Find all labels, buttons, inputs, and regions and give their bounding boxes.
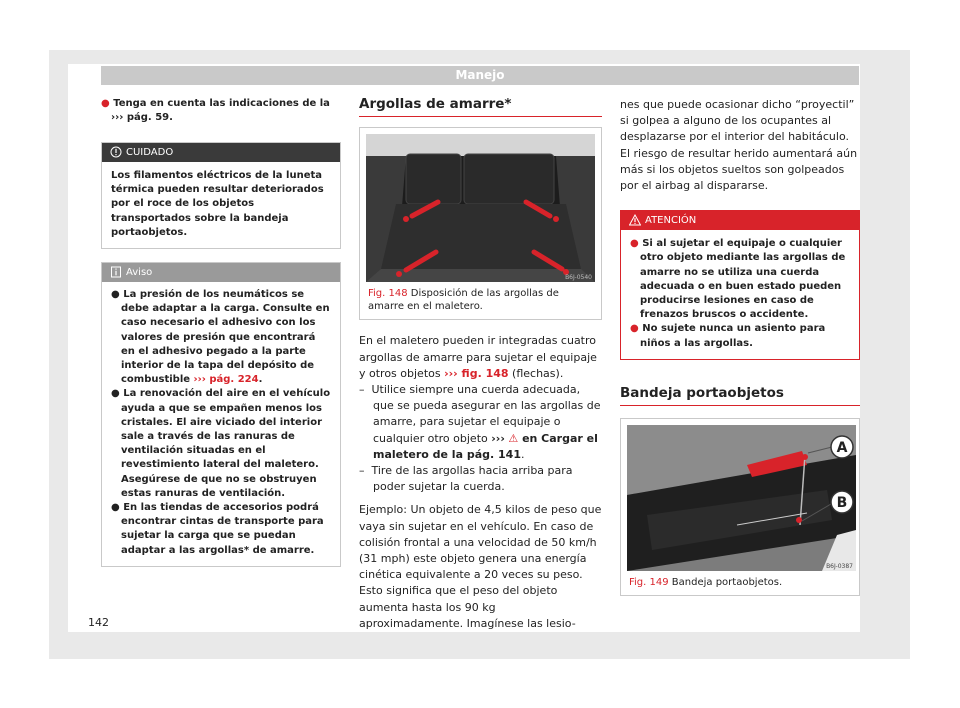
aviso-item-text: La presión de los neumáticos se debe adaptar a la carga. Consulte en caso necesario el adhesivo con los valores de presión que encontrará en el adhesivo pegado a la parte interior de la tapa del depósito de combustible (121, 289, 330, 386)
aviso-body (102, 282, 340, 566)
note-bullet (101, 97, 341, 125)
intro-paragraph (359, 333, 602, 382)
aviso-item (111, 501, 332, 558)
section-heading-argollas: Argollas de amarre* (359, 97, 602, 117)
info-circle-icon (110, 146, 122, 158)
section-heading-bandeja: Bandeja portaobjetos (620, 386, 860, 406)
warning-triangle-icon: ⚠ (508, 431, 519, 445)
figure-label: Fig. 149 (629, 577, 669, 589)
continued-paragraph: nes que puede ocasionar dicho “proyectil” si golpea a alguno de los ocupantes al desplazarse por el interior del habitáculo. El riesgo de resultar herido aumentará aún más si los objetos sueltos son golpeados por el airbag al dispararse. (620, 98, 858, 193)
step-1: – Utilice siempre una cuerda adecuada, que se pueda asegurar en las argollas de amarre, para sujetar el equipaje o cualquier otro objeto ››› ⚠ en Cargar el maletero de la pág. 141. (359, 383, 601, 461)
bullet-icon: ● (101, 98, 110, 109)
parcel-shelf-photo (627, 425, 856, 571)
caution-text: Los filamentos eléctricos de la luneta térmica pueden resultar deteriorados por el roce de los objetos transportados sobre la bandeja portaobjetos. (111, 170, 324, 238)
bullet-icon: ● (111, 502, 120, 514)
step-1-arrows[interactable]: ››› (491, 431, 505, 445)
callout-a: A (836, 440, 848, 457)
aviso-item-text: En las tiendas de accesorios podrá encontrar cintas de transporte para sujetar la carga que se puedan adaptar a las argollas* de amarre. (121, 502, 324, 556)
atencion-header (621, 211, 859, 230)
atencion-item (630, 322, 851, 350)
step-1-ref-link[interactable]: en Cargar el maletero de la pág. 141 (373, 431, 598, 461)
note-ref[interactable]: ››› pág. 59. (111, 112, 173, 123)
figure-code: B6J-0387 (826, 563, 853, 571)
atencion-item (630, 237, 851, 322)
argollas-body (359, 333, 602, 632)
column-right (620, 97, 860, 596)
bullet-icon: ● (630, 238, 639, 250)
page-number: 142 (88, 616, 109, 629)
caution-header (102, 143, 340, 162)
caution-box (101, 142, 341, 249)
atencion-title: ATENCIÓN (645, 215, 697, 227)
page-header: Manejo (101, 66, 859, 85)
bullet-icon: ● (111, 388, 120, 400)
figure-149 (620, 418, 860, 596)
atencion-body (621, 230, 859, 359)
intro-text: En el maletero pueden ir integradas cuatro argollas de amarre para sujetar el equipaje y otros objetos (359, 334, 597, 380)
figure-label: Fig. 148 (368, 288, 408, 300)
note-text: Tenga en cuenta las indicaciones de la (113, 98, 330, 109)
parcel-shelf-illustration (627, 425, 856, 571)
atencion-item-text: No sujete nunca un asiento para niños a las argollas. (640, 323, 826, 349)
aviso-item-text: La renovación del aire en el vehículo ayuda a que se empañen menos los cristales. El aire viciado del interior sale a través de las ranuras de ventilación situadas en el revestimiento lateral del maletero. Asegúrese de que no se obstruyen estas ranuras de ventilación. (121, 388, 331, 499)
caution-title: CUIDADO (126, 147, 174, 158)
bullet-icon: ● (630, 323, 639, 335)
intro-tail: (flechas). (508, 366, 564, 380)
aviso-header (102, 263, 340, 282)
figure-148 (359, 127, 602, 320)
fig-ref-link[interactable]: ››› fig. 148 (444, 366, 509, 380)
atencion-box (620, 210, 860, 360)
aviso-box (101, 262, 341, 567)
figure-caption-text: Disposición de las argollas de amarre en el maletero. (368, 288, 559, 313)
figure-caption-text: Bandeja portaobjetos. (671, 577, 783, 589)
info-note-icon (110, 266, 122, 278)
column-middle (359, 97, 602, 632)
example-paragraph: Ejemplo: Un objeto de 4,5 kilos de peso que vaya sin sujetar en el vehículo. En caso de colisión frontal a una velocidad de 50 km/h (31 mph) este objeto genera una energía cinética equivalente a 20 veces su peso. Esto significa que el peso del objeto aumenta hasta los 90 kg aproximadamente. Imagínese las lesio- (359, 503, 602, 630)
aviso-item (111, 288, 332, 387)
trunk-photo (366, 134, 595, 282)
step-2: – Tire de las argollas hacia arriba para poder sujetar la cuerda. (359, 464, 573, 494)
step-1-tail: . (520, 447, 525, 461)
trunk-illustration (366, 134, 595, 282)
step-2-text: Tire de las argollas hacia arriba para poder sujetar la cuerda. (371, 464, 573, 494)
aviso-item-ref[interactable]: ››› pág. 224 (193, 374, 259, 386)
atencion-item-text: Si al sujetar el equipaje o cualquier otro objeto mediante las argollas de amarre no se utiliza una cuerda adecuada o en buen estado pueden producirse lesiones en caso de frenazos bruscos o accidente. (640, 238, 846, 321)
aviso-title: Aviso (126, 267, 153, 279)
aviso-item (111, 387, 332, 501)
figure-caption (627, 576, 853, 589)
aviso-item-tail: . (258, 374, 263, 386)
column-left (101, 97, 341, 567)
figure-caption (366, 287, 595, 313)
bullet-icon: ● (111, 289, 120, 301)
figure-code: B6J-0540 (565, 274, 592, 282)
callout-b: B (836, 495, 848, 512)
step-1-text: Utilice siempre una cuerda adecuada, que se pueda asegurar en las argollas de amarre, para sujetar el equipaje o cualquier otro objeto (371, 383, 601, 445)
warning-triangle-icon (629, 214, 641, 226)
